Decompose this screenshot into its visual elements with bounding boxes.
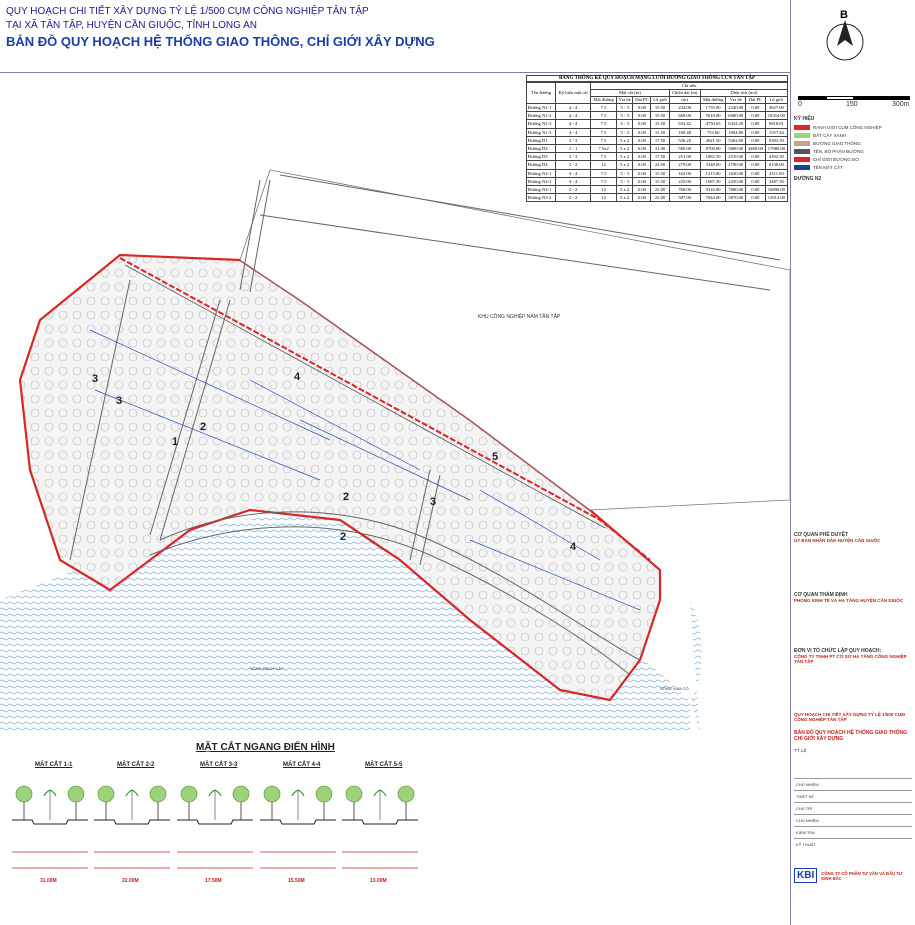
table-cell: 22.00 [651,161,669,169]
table-cell: 0.00 [746,194,766,202]
section-total-width: 31.00M [40,878,57,884]
scale-text: TỶ LỆ [794,748,807,753]
table-cell: 4 - 4 [555,169,590,177]
table-cell: 0.00 [633,112,651,120]
legend-label: ĐƯỜNG GIAO THÔNG [813,141,861,146]
table-cell: 12 [591,161,617,169]
scale-150: 150 [846,101,858,108]
table-header: Mặt cắt (m) [591,90,669,97]
signature-rows [794,778,912,850]
table-subheader: Dải PC [633,97,651,104]
table-cell: 4021.50 [700,136,726,144]
table-cell: 0.00 [746,128,766,136]
legend-item [794,133,912,138]
table-header: Ký hiệu mặt cắt [555,83,590,104]
project-name: QUY HOẠCH CHI TIẾT XÂY DỰNG TỶ LỆ 1/500 CỤM CÔNG NGHIỆP TÂN TẬP [794,712,905,722]
table-cell: Đường N1-3 [527,120,556,128]
legend [794,116,912,182]
table-cell: 5 x 2 [616,153,633,161]
legend-item [794,165,912,170]
table-cell: 8700.00 [700,145,726,153]
drawing-name: BẢN ĐỒ QUY HOẠCH HỆ THỐNG GIAO THÔNG CHỈ GIỚI XÂY DỰNG [794,730,907,742]
table-cell: 22.00 [651,186,669,194]
legend-item [794,149,912,154]
table-cell: 15.50 [651,120,669,128]
table-header: Tên đường [527,83,556,104]
table-row [527,120,788,128]
table-subheader: Mặt đường [700,97,726,104]
table-cell: 5 x 2 [616,136,633,144]
company-block [794,868,912,883]
road-number: 2 [200,421,207,433]
table-cell: 0.00 [746,161,766,169]
table-cell: 5 - 3 [616,104,633,112]
table-cell: 3348.00 [700,161,726,169]
table-subheader: Vỉa hè [616,97,633,104]
table-cell: 2 - 2 [555,161,590,169]
table-cell: 15.50 [651,104,669,112]
table-subheader: Dải PC [746,97,766,104]
table-cell: 2510.00 [726,153,746,161]
table-cell: 0.00 [633,120,651,128]
signature-row [794,814,912,826]
table-cell: 587.00 [669,194,700,202]
table-cell: 4 - 4 [555,112,590,120]
table-cell: 15.50 [651,177,669,185]
approval-block [794,532,912,543]
table-cell: 0.00 [746,112,766,120]
table-subheader: Mặt đường [591,97,617,104]
table-row [527,112,788,120]
table-cell: 7.5 [591,153,617,161]
table-cell: 2250.00 [726,177,746,185]
company-logo: KBI [794,868,817,883]
table-cell: 5 x 2 [616,161,633,169]
table-cell: 3480.00 [746,145,766,153]
table-cell: 9216.00 [700,186,726,194]
table-cell: 5362.00 [726,136,746,144]
road-number: 2 [340,531,347,543]
road-number: 1 [172,436,179,448]
table-cell: 7.5x2 [591,145,617,153]
table-cell: Đường D2 [527,145,556,153]
appraisal-block [794,592,912,603]
table-cell: 6138.00 [765,161,787,169]
table-row [527,186,788,194]
legend-swatch [794,165,810,170]
signature-row [794,778,912,790]
signature-role: CHỦ NHIỆM [796,782,819,787]
project-block [794,712,912,753]
table-cell: 3627.00 [765,104,787,112]
section-label: MẶT CẮT 2-2 [117,762,155,768]
appraise-org: PHÒNG KINH TẾ VÀ HẠ TẦNG HUYỆN CẦN GIUỘC [794,598,904,603]
table-cell: 7.5 [591,128,617,136]
table-cell: 4750.65 [700,120,726,128]
road-number: 3 [430,496,437,508]
signature-role: KIỂM TRA [796,830,815,835]
section-label: MẶT CẮT 4-4 [283,762,321,768]
table-cell: 1004.80 [726,128,746,136]
table-subheader: Lộ giới [651,97,669,104]
table-cell: 3487.50 [765,177,787,185]
table-cell: 12 [591,186,617,194]
section-label: MẶT CẮT 5-5 [365,762,403,768]
sections-title: MẶT CẮT NGANG ĐIỂN HÌNH [196,742,335,753]
table-subheader: Vỉa hè [726,97,746,104]
legend-item [794,125,912,130]
table-cell: 15.50 [651,112,669,120]
table-subheader: (m) [669,97,700,104]
table-cell: Đường N3-2 [527,194,556,202]
planner-block [794,648,912,664]
table-cell: 12 [591,194,617,202]
table-cell: 7.5 [591,112,617,120]
legend-label: RANH GIỚI CỤM CÔNG NGHIỆP [813,125,882,130]
table-cell: 2340.00 [726,104,746,112]
table-cell: 0.00 [746,177,766,185]
table-cell: 0.00 [633,169,651,177]
table-cell: 6.00 [633,145,651,153]
river-label: SÔNG VÀM CỎ [660,686,689,691]
table-cell: 0.00 [633,186,651,194]
table-cell: 0.00 [633,153,651,161]
table-cell: 668.00 [669,112,700,120]
signature-row [794,838,912,850]
legend-title: KÝ HIỆU [794,116,815,122]
map-title: BẢN ĐỒ QUY HOẠCH HỆ THỐNG GIAO THÔNG, CHỈ GIỚI XÂY DỰNG [6,34,435,49]
table-cell: 5 - 3 [616,120,633,128]
table-cell: 5 x 2 [616,186,633,194]
scale-0: 0 [798,101,802,108]
north-label: B [840,9,848,21]
table-cell: 2 - 2 [555,186,590,194]
signature-row [794,826,912,838]
appraise-label: CƠ QUAN THẨM ĐỊNH [794,592,848,598]
table-row [527,194,788,202]
section-diagram [340,772,420,882]
table-cell: 7680.00 [726,186,746,194]
table-cell: 7.5 [591,169,617,177]
table-row [527,161,788,169]
table-cell: 1755.00 [700,104,726,112]
table-cell: 162.00 [669,169,700,177]
road-number: 2 [343,491,350,503]
table-cell: 768.00 [669,186,700,194]
planner-org: CÔNG TY TNHH PT CƠ SỞ HẠ TẦNG CÔNG NGHIỆP TÂN TẬP [794,654,907,664]
table-cell: 9383.50 [765,136,787,144]
table-cell: 279.00 [669,161,700,169]
section-label: MẶT CẮT 3-3 [200,762,238,768]
table-cell: 0.00 [746,136,766,144]
road-number: 5 [492,451,499,463]
table-cell: 5 - 3 [616,112,633,120]
table-subheader: Lộ giới [765,97,787,104]
approve-org: ỦY BAN NHÂN DÂN HUYỆN CẦN GIUỘC [794,538,881,543]
table-cell: 4392.50 [765,153,787,161]
header-line-1: QUY HOẠCH CHI TIẾT XÂY DỰNG TỶ LỆ 1/500 CỤM CÔNG NGHIỆP TÂN TẬP [6,6,369,17]
section-diagram [10,772,90,882]
table-cell: 7.5 [591,136,617,144]
table-cell: 5 x 2 [616,194,633,202]
legend-swatch [794,149,810,154]
table-cell: 5010.00 [700,112,726,120]
table-cell: 1882.50 [700,153,726,161]
section-total-width: 15.50M [288,878,305,884]
section-total-width: 13.00M [370,878,387,884]
table-cell: 17.50 [651,153,669,161]
map-header [6,6,786,49]
table-cell: 5870.00 [726,194,746,202]
table-cell: 100.48 [669,128,700,136]
section-total-width: 22.00M [122,878,139,884]
legend-item [794,141,912,146]
table-cell: Đường N1-2 [527,112,556,120]
table-cell: 22.00 [651,194,669,202]
signature-role: CHỦ NHIỆM [796,818,819,823]
scale-300: 300m [892,101,910,108]
legend-road-tag: ĐƯỜNG N2 [794,176,822,182]
table-cell: Đường D4 [527,161,556,169]
table-cell: 7044.00 [700,194,726,202]
table-cell: 6334.20 [726,120,746,128]
signature-role: CHỦ TRÌ [796,806,813,811]
table-cell: 580.00 [669,145,700,153]
table-cell: 16896.00 [765,186,787,194]
table-cell: 536.20 [669,136,700,144]
table-cell: Đường N2-1 [527,169,556,177]
section-diagram [92,772,172,882]
table-cell: 0.00 [746,120,766,128]
section-total-width: 17.50M [205,878,222,884]
table-row [527,104,788,112]
legend-label: TÊN MẶT CẮT [813,165,843,170]
road-number: 4 [570,541,577,553]
table-cell: 0.00 [633,177,651,185]
legend-label: TÊN, BỘ PHẬN ĐƯỜNG [813,149,864,154]
table-cell: 0.00 [746,153,766,161]
scale-bar [798,96,910,100]
table-cell: 0.00 [633,128,651,136]
north-arrow-icon [820,6,870,66]
table-cell: 2790.00 [726,161,746,169]
right-panel [792,0,915,925]
table-cell: 5800.00 [726,145,746,153]
table-cell: 3 - 3 [555,153,590,161]
table-cell: 0.00 [633,136,651,144]
signature-row [794,790,912,802]
legend-label: ĐẤT CÂY XANH [813,133,847,138]
table-row [527,128,788,136]
table-cell: 2511.00 [765,169,787,177]
table-cell: 251.00 [669,153,700,161]
legend-swatch [794,125,810,130]
table-cell: 6680.00 [726,112,746,120]
table-cell: 0.00 [746,169,766,177]
table-cell: 12914.00 [765,194,787,202]
table-row [527,136,788,144]
table-cell: 15.50 [651,128,669,136]
table-title: BẢNG THỐNG KÊ QUY HOẠCH MẠNG LƯỚI ĐƯỜNG GIAO THÔNG CCN TÂN TẬP [526,75,788,82]
header-line-2: TẠI XÃ TÂN TẬP, HUYỆN CẦN GIUỘC, TỈNH LONG AN [6,20,257,31]
table-cell: 15.50 [651,169,669,177]
table-cell: Đường N2-2 [527,177,556,185]
table-cell: 31.00 [651,145,669,153]
table-cell: 0.00 [746,186,766,194]
neighbor-zone-label: KHU CÔNG NGHIỆP NAM TÂN TẬP [478,314,561,320]
legend-item [794,157,912,162]
table-header: Chiều dài (m) [669,90,700,97]
company-name: CÔNG TY CỔ PHẦN TƯ VẤN VÀ ĐẦU TƯ KINH BẮC [821,870,903,881]
approve-label: CƠ QUAN PHÊ DUYỆT [794,532,848,538]
table-cell: 633.42 [669,120,700,128]
table-cell: 225.00 [669,177,700,185]
table-cell: 0.00 [746,104,766,112]
table-cell: 5 - 3 [616,177,633,185]
table-header: Diện tích (m2) [700,90,787,97]
table-cell: 3 - 3 [555,136,590,144]
table-cell: 0.00 [633,161,651,169]
road-number: 3 [92,373,99,385]
legend-swatch [794,133,810,138]
table-header: Chỉ tiêu [591,83,788,90]
table-cell: Đường D3 [527,153,556,161]
table-row [527,153,788,161]
table-cell: 9818.01 [765,120,787,128]
table-cell: 4 - 4 [555,177,590,185]
table-cell: Đường D1 [527,136,556,144]
section-diagram [258,772,338,882]
table-cell: 7.5 [591,104,617,112]
section-label: MẶT CẮT 1-1 [35,762,73,768]
table-cell: Đường N1-1 [527,104,556,112]
road-statistics-table [526,75,788,202]
table-cell: 2 - 2 [555,194,590,202]
table-cell: 753.60 [700,128,726,136]
signature-role: KỸ THUẬT [796,842,816,847]
table-cell: 1 - 1 [555,145,590,153]
legend-swatch [794,141,810,146]
table-cell: 5 x 2 [616,145,633,153]
signature-row [794,802,912,814]
table-cell: Đường N3-1 [527,186,556,194]
table-cell: 234.00 [669,104,700,112]
road-number: 4 [294,371,301,383]
table-cell: 4 - 4 [555,128,590,136]
table-cell: 1557.44 [765,128,787,136]
table-cell: 7.5 [591,120,617,128]
table-cell: 17980.00 [765,145,787,153]
table-cell: 10354.00 [765,112,787,120]
table-cell: 5 - 3 [616,169,633,177]
table-cell: Đường N1-3 [527,128,556,136]
panel-divider [790,0,791,925]
table-cell: 0.00 [633,104,651,112]
table-cell: 4 - 4 [555,120,590,128]
table-cell: 0.00 [633,194,651,202]
table-cell: 5 - 3 [616,128,633,136]
table-cell: 1687.50 [700,177,726,185]
table-cell: 1215.00 [700,169,726,177]
table-cell: 4 - 4 [555,104,590,112]
signature-role: THIẾT KẾ [796,794,814,799]
planner-label: ĐƠN VỊ TỔ CHỨC LẬP QUY HOẠCH: [794,648,882,654]
table-row [527,177,788,185]
road-number: 3 [116,395,123,407]
river-label: SÔNG RẠCH CÁT [250,666,284,671]
table-cell: 1620.00 [726,169,746,177]
table-cell: 17.50 [651,136,669,144]
section-diagram [175,772,255,882]
legend-swatch [794,157,810,162]
table-cell: 7.5 [591,177,617,185]
table-row [527,145,788,153]
legend-label: CHỈ GIỚI ĐƯỜNG ĐỎ [813,157,859,162]
table-row [527,169,788,177]
